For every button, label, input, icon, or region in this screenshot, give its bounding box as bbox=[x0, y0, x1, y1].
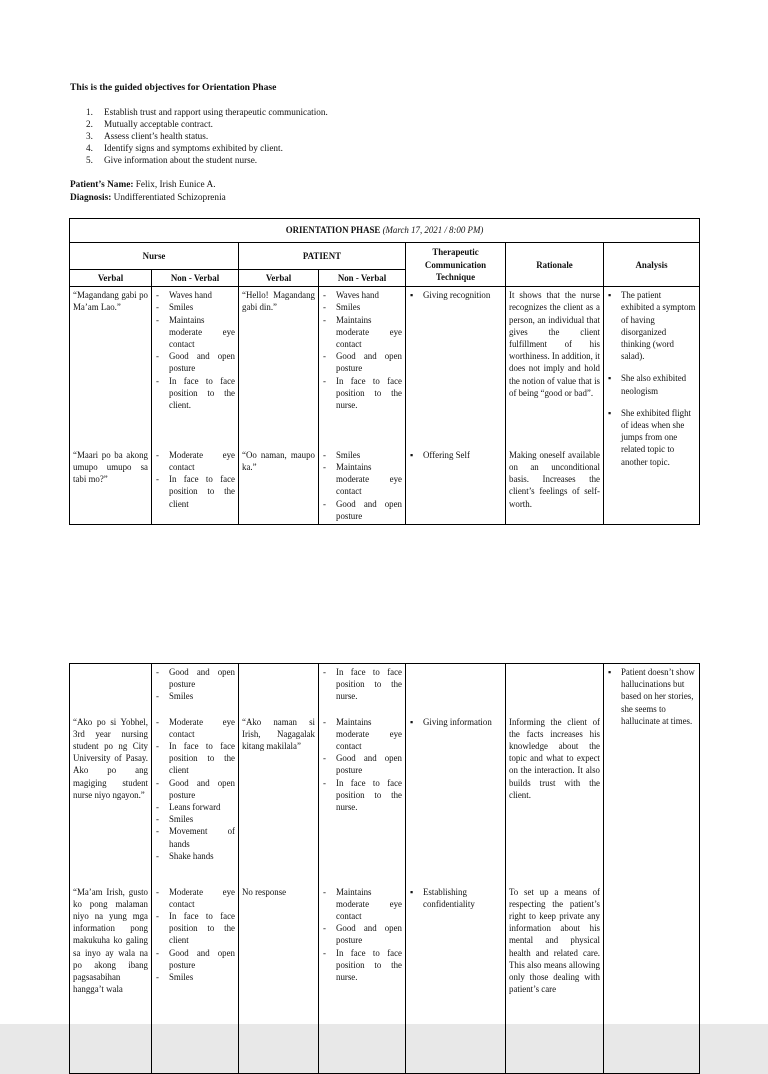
rationale-cell: Making oneself available on an unconditional basis. Increases the client’s feelings of self-worth. bbox=[506, 447, 604, 525]
objective-text: Establish trust and rapport using therapeutic communication. bbox=[104, 107, 328, 117]
technique-cell bbox=[406, 714, 506, 884]
table-body-page-1 bbox=[70, 287, 700, 525]
objective-number: 5. bbox=[86, 154, 93, 165]
nurse-verbal-cell: “Ako po si Yobhel, 3rd year nursing student po ng City University of Pasay. Ako po ang magiging student nurse niyo ngayon.” bbox=[70, 714, 152, 884]
patient-verbal-cell: “Oo naman, maupo ka.” bbox=[239, 447, 319, 525]
objective-text: Identify signs and symptoms exhibited by client. bbox=[104, 142, 283, 153]
technique-item: ▪ Establishing confidentiality bbox=[409, 886, 502, 910]
nonverbal-item: - Waves hand bbox=[322, 289, 402, 301]
nurse-verbal-cell: “Maari po ba akong umupo umupo sa tabi mo?” bbox=[70, 447, 152, 525]
nonverbal-item: - Good and open posture bbox=[155, 350, 235, 374]
orientation-table-continued bbox=[69, 663, 700, 1074]
header-patient-nonverbal: Non - Verbal bbox=[319, 270, 406, 287]
nonverbal-item: - Good and open posture bbox=[155, 666, 235, 690]
analysis-item: ▪ The patient exhibited a symptom of having disorganized thinking (word salad). bbox=[607, 289, 696, 362]
patient-nonverbal-list bbox=[322, 716, 402, 814]
header-analysis: Analysis bbox=[604, 243, 700, 287]
patient-nonverbal-cell bbox=[319, 664, 406, 714]
header-patient-verbal: Verbal bbox=[239, 270, 319, 287]
header-technique: Therapeutic Communication Technique bbox=[406, 243, 506, 287]
header-rationale: Rationale bbox=[506, 243, 604, 287]
nurse-nonverbal-cell bbox=[152, 287, 239, 447]
analysis-list bbox=[607, 666, 696, 727]
nonverbal-item: - Smiles bbox=[155, 690, 235, 702]
nurse-nonverbal-cell bbox=[152, 664, 239, 714]
objective-number: 2. bbox=[86, 118, 93, 129]
nonverbal-item: - Good and open posture bbox=[322, 498, 402, 522]
nonverbal-item: - Leans forward bbox=[155, 801, 235, 813]
objective-text: Give information about the student nurse. bbox=[104, 154, 258, 165]
nonverbal-item: - Maintains moderate eye contact bbox=[155, 314, 235, 351]
patient-nonverbal-cell bbox=[319, 714, 406, 884]
nonverbal-item: - Smiles bbox=[322, 449, 402, 461]
nurse-nonverbal-list bbox=[155, 289, 235, 411]
diagnosis bbox=[70, 193, 226, 203]
nonverbal-item: - Maintains moderate eye contact bbox=[322, 461, 402, 498]
rationale-cell: To set up a means of respecting the patient’s right to keep private any information about his mental and physical health and related care. This also means allowing only those dealing with patient’s care bbox=[506, 884, 604, 1074]
nonverbal-item: - In face to face position to the client bbox=[155, 740, 235, 777]
patient-nonverbal-list bbox=[322, 666, 402, 703]
patient-nonverbal-cell bbox=[319, 287, 406, 447]
rationale-cell bbox=[506, 664, 604, 714]
technique-cell bbox=[406, 664, 506, 714]
technique-list bbox=[409, 289, 502, 301]
document-page-2 bbox=[0, 632, 768, 1024]
table-title-date: (March 17, 2021 / 8:00 PM) bbox=[382, 225, 484, 236]
nurse-nonverbal-list bbox=[155, 886, 235, 984]
analysis-item: ▪ Patient doesn’t show hallucinations but based on her stories, she seems to hallucinate at times. bbox=[607, 666, 696, 727]
table-row bbox=[70, 664, 700, 714]
objective-number: 4. bbox=[86, 142, 93, 153]
header-nurse-verbal: Verbal bbox=[70, 270, 152, 287]
page-gap bbox=[0, 570, 768, 632]
nonverbal-item: - Moderate eye contact bbox=[155, 716, 235, 740]
patient-verbal-cell bbox=[239, 664, 319, 714]
nonverbal-item: - Good and open posture bbox=[322, 350, 402, 374]
nonverbal-item: - In face to face position to the client. bbox=[155, 375, 235, 412]
analysis-list bbox=[607, 289, 696, 468]
table-row bbox=[70, 287, 700, 447]
objective-item bbox=[86, 131, 328, 143]
nurse-nonverbal-list bbox=[155, 716, 235, 862]
nonverbal-item: - Maintains moderate eye contact bbox=[322, 886, 402, 923]
objective-item bbox=[86, 143, 328, 155]
nurse-nonverbal-cell bbox=[152, 714, 239, 884]
technique-cell bbox=[406, 447, 506, 525]
patient-nonverbal-list bbox=[322, 886, 402, 984]
nurse-nonverbal-cell bbox=[152, 447, 239, 525]
objective-number: 3. bbox=[86, 130, 93, 141]
patient-nonverbal-cell bbox=[319, 447, 406, 525]
nonverbal-item: - In face to face position to the nurse. bbox=[322, 777, 402, 814]
analysis-item: ▪ She also exhibited neologism bbox=[607, 372, 696, 396]
nonverbal-item: - Good and open posture bbox=[155, 777, 235, 801]
nonverbal-item: - In face to face position to the client bbox=[155, 473, 235, 510]
objective-item bbox=[86, 107, 328, 119]
nonverbal-item: - Smiles bbox=[155, 813, 235, 825]
header-nurse: Nurse bbox=[70, 243, 239, 270]
patient-name-value: Felix, Irish Eunice A. bbox=[133, 180, 216, 190]
nonverbal-item: - Good and open posture bbox=[322, 922, 402, 946]
technique-cell bbox=[406, 884, 506, 1074]
nonverbal-item: - Waves hand bbox=[155, 289, 235, 301]
diagnosis-value: Undifferentiated Schizoprenia bbox=[111, 193, 226, 203]
patient-name bbox=[70, 180, 216, 190]
diagnosis-label: Diagnosis: bbox=[70, 193, 112, 203]
technique-item: ▪ Giving recognition bbox=[409, 289, 502, 301]
nonverbal-item: - Movement of hands bbox=[155, 825, 235, 849]
technique-list bbox=[409, 716, 502, 728]
nurse-nonverbal-list bbox=[155, 449, 235, 510]
technique-cell bbox=[406, 287, 506, 447]
nonverbal-item: - Good and open posture bbox=[322, 752, 402, 776]
patient-name-label: Patient’s Name: bbox=[70, 180, 134, 190]
table-title bbox=[70, 219, 700, 243]
nonverbal-item: - In face to face position to the nurse. bbox=[322, 375, 402, 412]
nonverbal-item: - Moderate eye contact bbox=[155, 886, 235, 910]
nonverbal-item: - Smiles bbox=[155, 971, 235, 983]
orientation-table bbox=[69, 218, 700, 525]
nurse-nonverbal-list bbox=[155, 666, 235, 703]
analysis-item: ▪ She exhibited flight of ideas when she jumps from one related topic to another topic. bbox=[607, 407, 696, 468]
table-body-page-2 bbox=[70, 664, 700, 1074]
patient-verbal-cell: “Ako naman si Irish, Nagagalak kitang makilala” bbox=[239, 714, 319, 884]
analysis-cell bbox=[604, 664, 700, 1074]
patient-verbal-cell: “Hello! Magandang gabi din.” bbox=[239, 287, 319, 447]
nurse-nonverbal-cell bbox=[152, 884, 239, 1074]
nonverbal-item: - Good and open posture bbox=[155, 947, 235, 971]
patient-nonverbal-list bbox=[322, 289, 402, 411]
nonverbal-item: - Smiles bbox=[155, 301, 235, 313]
objective-number: 1. bbox=[86, 107, 93, 117]
nurse-verbal-cell bbox=[70, 664, 152, 714]
analysis-cell bbox=[604, 287, 700, 525]
nonverbal-item: - In face to face position to the nurse. bbox=[322, 666, 402, 703]
technique-item: ▪ Offering Self bbox=[409, 449, 502, 461]
objective-item bbox=[86, 155, 328, 167]
nonverbal-item: - In face to face position to the client bbox=[155, 910, 235, 947]
nonverbal-item: - Maintains moderate eye contact bbox=[322, 314, 402, 351]
nonverbal-item: - Moderate eye contact bbox=[155, 449, 235, 473]
objectives-list bbox=[86, 107, 328, 167]
nurse-verbal-cell: “Magandang gabi po Ma’am Lao.” bbox=[70, 287, 152, 447]
technique-item: ▪ Giving information bbox=[409, 716, 502, 728]
patient-verbal-cell: No response bbox=[239, 884, 319, 1074]
patient-nonverbal-cell bbox=[319, 884, 406, 1074]
objective-item bbox=[86, 119, 328, 131]
nonverbal-item: - Smiles bbox=[322, 301, 402, 313]
nonverbal-item: - In face to face position to the nurse. bbox=[322, 947, 402, 984]
rationale-cell: It shows that the nurse recognizes the client as a person, an individual that gives the client fulfillment of his worthiness. In addition, it does not imply and hold the notion of value that is of being “good or bad”. bbox=[506, 287, 604, 447]
technique-list bbox=[409, 449, 502, 461]
patient-nonverbal-list bbox=[322, 449, 402, 522]
nonverbal-item: - Maintains moderate eye contact bbox=[322, 716, 402, 753]
objective-text: Mutually acceptable contract. bbox=[104, 118, 213, 129]
objective-text: Assess client’s health status. bbox=[104, 130, 209, 141]
nonverbal-item: - Shake hands bbox=[155, 850, 235, 862]
technique-list bbox=[409, 886, 502, 910]
header-nurse-nonverbal: Non - Verbal bbox=[152, 270, 239, 287]
nurse-verbal-cell: “Ma’am Irish, gusto ko pong malaman niyo na yung mga information pong makukuha ko galing sa inyo ay wala na po akong ibang pagsasabihan hangga’t wala bbox=[70, 884, 152, 1074]
rationale-cell: Informing the client of the facts increases his knowledge about the topic and what to expect on the interaction. It also builds trust with the client. bbox=[506, 714, 604, 884]
table-title-text: ORIENTATION PHASE bbox=[285, 225, 381, 236]
page-heading: This is the guided objectives for Orientation Phase bbox=[70, 82, 277, 93]
header-patient: PATIENT bbox=[239, 243, 406, 270]
